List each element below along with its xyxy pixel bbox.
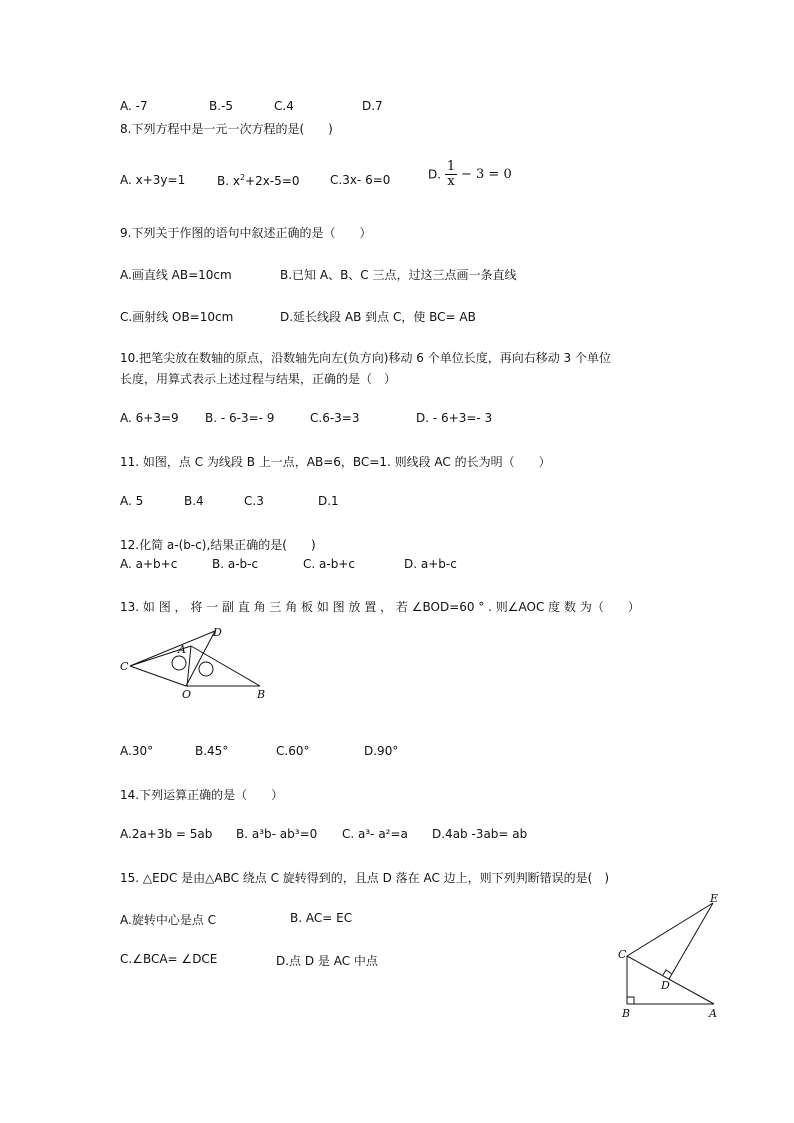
q8-fraction-numerator: 1 xyxy=(446,159,456,174)
label-d: D xyxy=(661,979,670,992)
q8-fraction-denominator: x xyxy=(447,174,455,189)
q7-option-d: D.7 xyxy=(362,99,383,113)
q11-option-c: C.3 xyxy=(244,494,264,508)
q8-option-b-prefix: B. x xyxy=(217,174,240,188)
label-c: C xyxy=(618,948,627,961)
q12-option-c: C. a-b+c xyxy=(303,557,355,571)
q14-option-a: A.2a+3b = 5ab xyxy=(120,827,213,841)
q15-figure xyxy=(610,890,730,1022)
line-ca xyxy=(627,956,714,1004)
q8-option-a: A. x+3y=1 xyxy=(120,173,186,187)
q15-option-b: B. AC= EC xyxy=(290,911,353,925)
line-co xyxy=(130,666,186,686)
q11-option-d: D.1 xyxy=(318,494,339,508)
q9-option-b: B.已知 A、B、C 三点，过这三点画一条直线 xyxy=(280,268,517,282)
q12-stem: 12.化简 a-(b-c),结果正确的是( ) xyxy=(120,538,316,552)
q12-option-a: A. a+b+c xyxy=(120,557,178,571)
q13-option-c: C.60° xyxy=(276,744,310,758)
q14-stem: 14.下列运算正确的是（ ） xyxy=(120,788,284,802)
label-a: A xyxy=(178,643,186,656)
line-do xyxy=(186,631,215,686)
q9-stem: 9.下列关于作图的语句中叙述正确的是（ ） xyxy=(120,226,372,240)
q11-option-a: A. 5 xyxy=(120,494,144,508)
q13-option-d: D.90° xyxy=(364,744,399,758)
q8-option-d xyxy=(428,160,512,189)
q14-option-d: D.4ab -3ab= ab xyxy=(432,827,528,841)
q11-option-b: B.4 xyxy=(184,494,204,508)
q15-option-d: D.点 D 是 AC 中点 xyxy=(276,954,378,968)
q14-option-c: C. a³- a²=a xyxy=(342,827,408,841)
q15-stem: 15. △EDC 是由△ABC 绕点 C 旋转得到的，且点 D 落在 AC 边上，则下列判断错误的是( ) xyxy=(120,871,610,885)
q7-option-a: A. -7 xyxy=(120,99,148,113)
q12-option-d: D. a+b-c xyxy=(404,557,457,571)
circle-hole-left xyxy=(172,656,186,670)
q8-option-d-prefix: D. xyxy=(428,167,442,182)
q10-stem-line1: 10.把笔尖放在数轴的原点，沿数轴先向左(负方向)移动 6 个单位长度，再向右移动 3 个单位 xyxy=(120,351,611,365)
q10-option-a: A. 6+3=9 xyxy=(120,411,179,425)
q13-figure xyxy=(115,622,275,704)
q13-stem: 13. 如 图 ， 将 一 副 直 角 三 角 板 如 图 放 置 ， 若 ∠BOD=60 ° . 则∠AOC 度 数 为（ ） xyxy=(120,600,640,614)
label-c: C xyxy=(120,660,129,673)
q8-option-d-tail: − 3 = 0 xyxy=(461,167,512,182)
q11-stem: 11. 如图，点 C 为线段 B 上一点，AB=6，BC=1. 则线段 AC 的长为明（ ） xyxy=(120,455,551,469)
q8-option-b-sup: 2 xyxy=(239,173,246,182)
circle-hole-right xyxy=(199,662,213,676)
q14-option-b: B. a³b- ab³=0 xyxy=(236,827,318,841)
q10-option-d: D. - 6+3=- 3 xyxy=(416,411,493,425)
q8-option-c: C.3x- 6=0 xyxy=(330,173,391,187)
q7-option-b: B.-5 xyxy=(209,99,234,113)
q9-option-d: D.延长线段 AB 到点 C，使 BC= AB xyxy=(280,310,476,324)
q9-option-a: A.画直线 AB=10cm xyxy=(120,268,232,282)
line-ed xyxy=(669,903,713,979)
q15-option-c: C.∠BCA= ∠DCE xyxy=(120,952,218,966)
q13-option-b: B.45° xyxy=(195,744,229,758)
right-angle-mark-d xyxy=(663,970,672,975)
label-a: A xyxy=(709,1007,717,1020)
line-ce xyxy=(627,903,713,956)
q10-option-b: B. - 6-3=- 9 xyxy=(205,411,275,425)
q8-fraction xyxy=(445,160,457,189)
q9-option-c: C.画射线 OB=10cm xyxy=(120,310,234,324)
q8-option-b xyxy=(217,173,300,188)
label-b: B xyxy=(257,688,266,701)
q13-option-a: A.30° xyxy=(120,744,154,758)
q10-stem-line2: 长度，用算式表示上述过程与结果，正确的是（ ） xyxy=(120,372,397,386)
q8-option-b-suffix: +2x-5=0 xyxy=(245,174,300,188)
q15-option-a: A.旋转中心是点 C xyxy=(120,913,217,927)
label-b: B xyxy=(622,1007,631,1020)
right-angle-mark-b xyxy=(627,997,634,1004)
label-d: D xyxy=(213,626,222,639)
line-ab xyxy=(191,646,260,686)
label-e: E xyxy=(710,892,719,905)
q8-stem: 8.下列方程中是一元一次方程的是( ) xyxy=(120,122,333,136)
q10-option-c: C.6-3=3 xyxy=(310,411,360,425)
q12-option-b: B. a-b-c xyxy=(212,557,259,571)
label-o: O xyxy=(182,688,192,701)
q7-option-c: C.4 xyxy=(274,99,294,113)
